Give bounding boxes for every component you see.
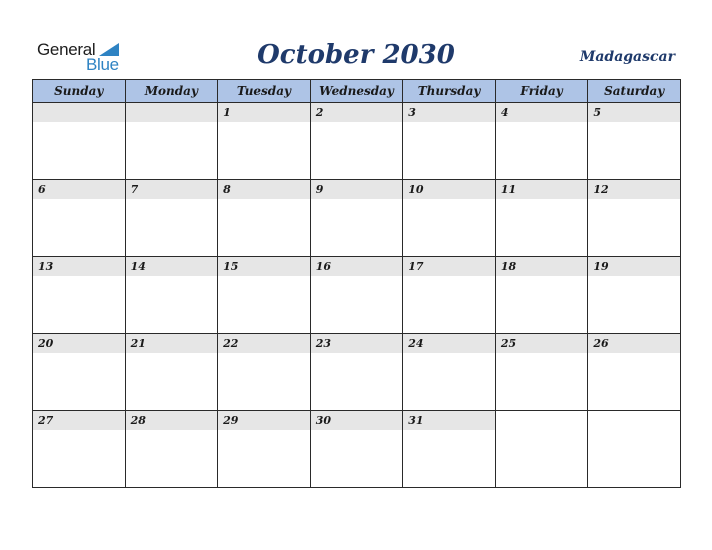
weekday-header: Tuesday (218, 80, 311, 103)
day-number: 5 (588, 103, 680, 122)
day-number: 11 (496, 180, 588, 199)
day-number: 29 (218, 411, 310, 430)
day-cell (125, 334, 218, 411)
day-number: 20 (33, 334, 125, 353)
weekday-header: Friday (495, 80, 588, 103)
day-cell (218, 411, 311, 488)
day-cell (588, 180, 681, 257)
week-row (33, 334, 681, 411)
country-label: Madagascar (579, 49, 675, 65)
day-cell (403, 411, 496, 488)
day-cell (310, 103, 403, 180)
day-number: 21 (126, 334, 218, 353)
day-cell (495, 334, 588, 411)
day-number: 2 (311, 103, 403, 122)
day-cell (310, 334, 403, 411)
day-cell (588, 411, 681, 488)
day-number: 22 (218, 334, 310, 353)
day-number (126, 103, 218, 122)
day-number: 3 (403, 103, 495, 122)
day-number: 28 (126, 411, 218, 430)
day-number: 6 (33, 180, 125, 199)
weekday-header: Wednesday (310, 80, 403, 103)
day-cell (495, 180, 588, 257)
day-number: 7 (126, 180, 218, 199)
weekday-header: Saturday (588, 80, 681, 103)
day-cell (403, 180, 496, 257)
day-cell (403, 257, 496, 334)
week-row (33, 180, 681, 257)
day-cell (33, 334, 126, 411)
day-number: 24 (403, 334, 495, 353)
day-number: 14 (126, 257, 218, 276)
day-number: 13 (33, 257, 125, 276)
calendar-title: October 2030 (257, 40, 455, 70)
day-cell (495, 103, 588, 180)
day-cell (588, 103, 681, 180)
day-cell (310, 411, 403, 488)
day-cell (310, 180, 403, 257)
day-number: 30 (311, 411, 403, 430)
day-cell (588, 257, 681, 334)
week-row (33, 257, 681, 334)
week-row (33, 411, 681, 488)
day-cell (495, 257, 588, 334)
day-number (33, 103, 125, 122)
day-cell (588, 334, 681, 411)
day-number: 19 (588, 257, 680, 276)
weekday-header: Monday (125, 80, 218, 103)
day-number: 9 (311, 180, 403, 199)
day-number: 27 (33, 411, 125, 430)
day-number: 8 (218, 180, 310, 199)
day-number: 12 (588, 180, 680, 199)
day-cell (33, 103, 126, 180)
day-cell (33, 180, 126, 257)
day-number: 4 (496, 103, 588, 122)
day-cell (218, 257, 311, 334)
logo-text-blue: Blue (86, 55, 119, 74)
day-cell (310, 257, 403, 334)
logo-text-general: General (37, 40, 96, 59)
day-cell (125, 257, 218, 334)
day-cell (33, 411, 126, 488)
day-number: 31 (403, 411, 495, 430)
weekday-header: Sunday (33, 80, 126, 103)
day-cell (125, 103, 218, 180)
day-number: 1 (218, 103, 310, 122)
day-number: 25 (496, 334, 588, 353)
day-number: 26 (588, 334, 680, 353)
day-cell (125, 180, 218, 257)
day-cell (218, 180, 311, 257)
day-cell (495, 411, 588, 488)
week-row (33, 103, 681, 180)
day-number: 10 (403, 180, 495, 199)
day-number: 16 (311, 257, 403, 276)
day-cell (125, 411, 218, 488)
day-cell (403, 103, 496, 180)
calendar-grid (32, 79, 681, 488)
day-number: 18 (496, 257, 588, 276)
day-number (588, 411, 680, 430)
day-number: 23 (311, 334, 403, 353)
day-number (496, 411, 588, 430)
day-cell (218, 334, 311, 411)
day-cell (403, 334, 496, 411)
day-cell (33, 257, 126, 334)
weekday-header: Thursday (403, 80, 496, 103)
day-number: 17 (403, 257, 495, 276)
day-cell (218, 103, 311, 180)
day-number: 15 (218, 257, 310, 276)
weekday-header-row (33, 80, 681, 103)
